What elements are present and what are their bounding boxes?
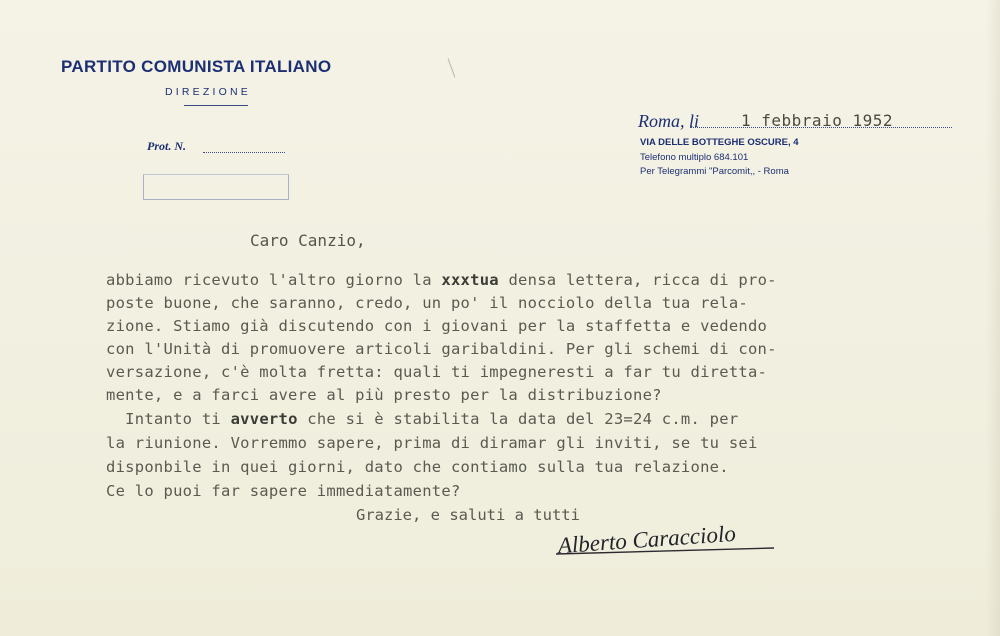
struck-word: avverto (230, 410, 298, 428)
body-line: la riunione. Vorremmo sapere, prima di diramar gli inviti, se tu sei (106, 434, 758, 452)
struck-word: xxxtua (441, 271, 499, 289)
closing-line: Grazie, e saluti a tutti (356, 506, 580, 524)
signature-text: Alberto Caracciolo (556, 520, 737, 559)
phone-number: Telefono multiplo 684.101 (640, 152, 749, 163)
body-line: abbiamo ricevuto l'altro giorno la xxxtua densa lettera, ricca di pro- (106, 271, 777, 289)
handwritten-signature (552, 514, 782, 570)
body-line: zione. Stiamo già discutendo con i giovani per la staffetta e vedendo (106, 317, 768, 335)
protocol-number-line (203, 152, 285, 153)
body-line: poste buone, che saranno, credo, un po' il nocciolo della tua rela- (106, 294, 748, 312)
body-line: disponbile in quei giorni, dato che contiamo sulla tua relazione. (106, 458, 729, 476)
address: VIA DELLE BOTTEGHE OSCURE, 4 (640, 137, 799, 148)
party-name: PARTITO COMUNISTA ITALIANO (61, 57, 332, 76)
place-label: Roma, li (638, 111, 699, 131)
body-line: mente, e a farci avere al più presto per la distribuzione? (106, 386, 662, 404)
department-underline (184, 105, 248, 106)
body-line: versazione, c'è molta fretta: quali ti impegneresti a far tu diretta- (106, 363, 768, 381)
salutation: Caro Canzio, (250, 231, 366, 250)
protocol-stamp-box (143, 174, 289, 200)
paper-edge-shadow (986, 0, 1000, 636)
body-line: Ce lo puoi far sapere immediatamente? (106, 482, 461, 500)
protocol-label: Prot. N. (147, 139, 186, 153)
body-line: Intanto ti avverto che si è stabilita la data del 23=24 c.m. per (106, 410, 739, 428)
telegram-address: Per Telegrammi "Parcomit,, - Roma (640, 166, 789, 177)
department-label: DIREZIONE (165, 86, 251, 98)
body-line: con l'Unità di promuovere articoli garibaldini. Per gli schemi di con- (106, 340, 777, 358)
letter-date: 1 febbraio 1952 (741, 111, 893, 130)
